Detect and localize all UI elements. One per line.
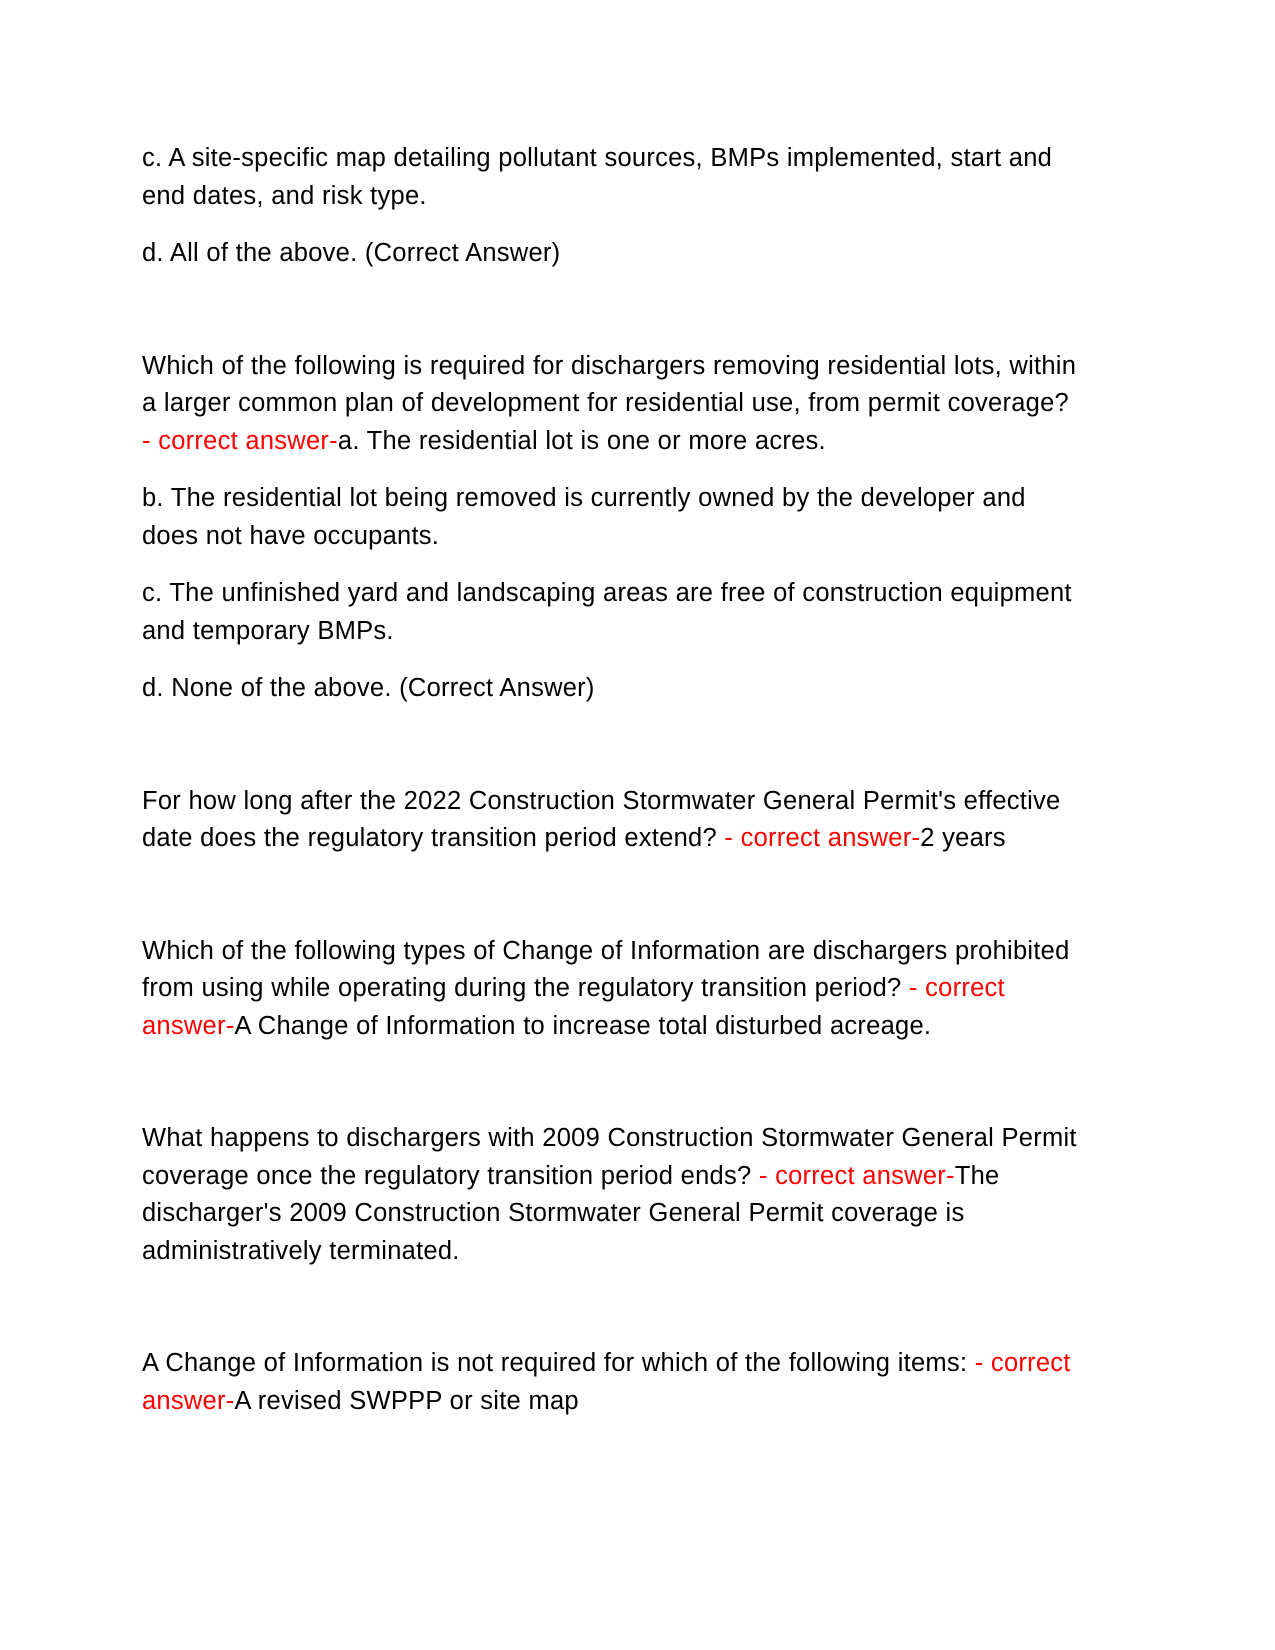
correct-answer-marker: - correct answer- <box>142 1349 1071 1415</box>
text-run: b. The residential lot being removed is currently owned by the developer and does not have occupants. <box>142 484 1026 550</box>
text-run: a. The residential lot is one or more acres. <box>337 426 826 455</box>
question-block <box>142 933 1082 1046</box>
text-run: 2 years <box>920 824 1006 852</box>
paragraph <box>142 783 1082 858</box>
text-run: Which of the following types of Change of Information are dischargers prohibited from using while operating during the regulatory transition period? <box>142 936 1070 1002</box>
question-block <box>142 140 1082 273</box>
paragraph <box>142 933 1082 1046</box>
text-run: c. The unfinished yard and landscaping areas are free of construction equipment and temporary BMPs. <box>142 579 1072 645</box>
text-run: The discharger's 2009 Construction Stormwater General Permit coverage is administratively terminated. <box>142 1161 1000 1265</box>
text-run: For how long after the 2022 Construction Stormwater General Permit's effective date does the regulatory transition period extend? <box>142 786 1061 852</box>
text-run: What happens to dischargers with 2009 Construction Stormwater General Permit coverage once the regulatory transition period ends? <box>142 1124 1077 1190</box>
text-run: A revised SWPPP or site map <box>234 1386 579 1415</box>
correct-answer-marker: - correct answer- <box>724 824 921 852</box>
paragraph <box>142 1345 1082 1420</box>
paragraph <box>142 348 1082 461</box>
question-block <box>142 783 1082 858</box>
correct-answer-marker: - correct answer- <box>758 1161 955 1190</box>
correct-answer-marker: - correct answer- <box>142 974 1005 1040</box>
text-run: Which of the following is required for dischargers removing residential lots, within a larger common plan of development for residential use, from permit coverage? <box>142 351 1077 417</box>
question-block <box>142 1120 1082 1270</box>
paragraph <box>142 670 1082 708</box>
question-block <box>142 348 1082 708</box>
text-run: A Change of Information to increase total disturbed acreage. <box>234 1011 932 1040</box>
paragraph <box>142 1120 1082 1270</box>
document-body <box>142 140 1082 1420</box>
correct-answer-marker: - correct answer- <box>142 426 338 455</box>
question-block <box>142 1345 1082 1420</box>
text-run: c. A site-specific map detailing pollutant sources, BMPs implemented, start and end dates, and risk type. <box>142 144 1053 210</box>
paragraph <box>142 575 1082 650</box>
paragraph <box>142 140 1082 215</box>
text-run: A Change of Information is not required for which of the following items: <box>142 1349 975 1377</box>
paragraph <box>142 480 1082 555</box>
paragraph <box>142 235 1082 273</box>
text-run: d. None of the above. (Correct Answer) <box>142 674 595 702</box>
text-run: d. All of the above. (Correct Answer) <box>142 239 561 267</box>
